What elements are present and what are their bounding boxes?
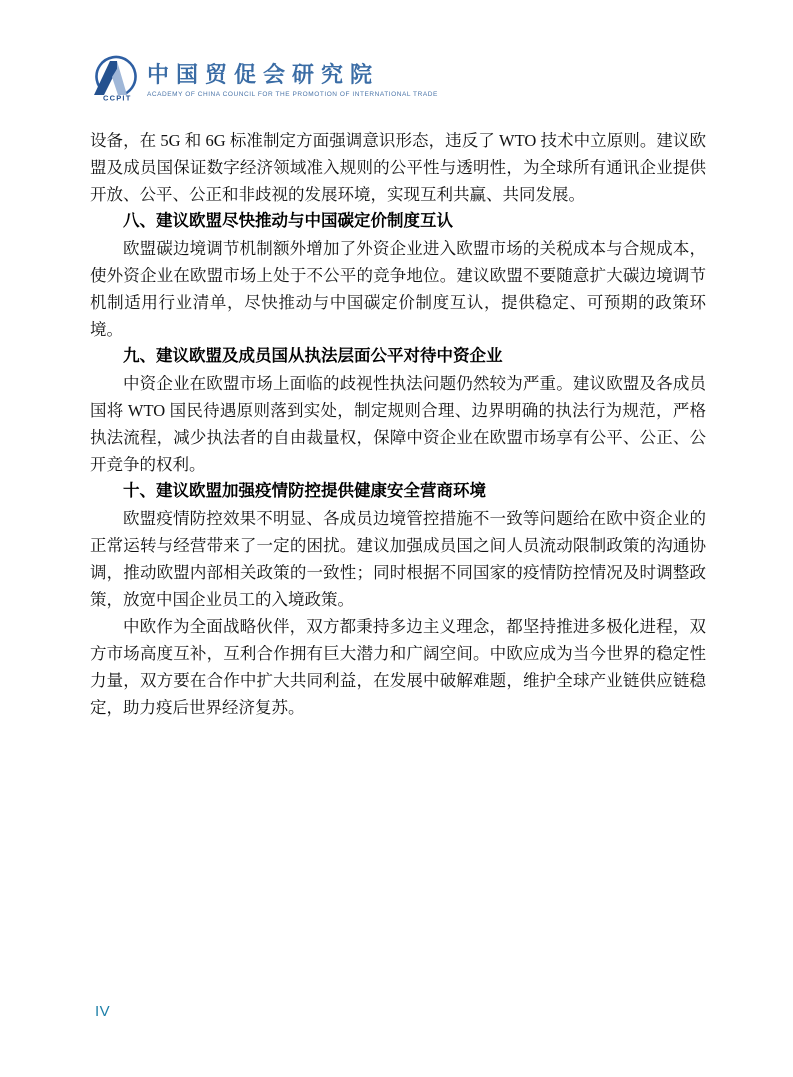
ccpit-logo-text: CCPIT [103, 93, 132, 103]
institute-subtitle: ACADEMY OF CHINA COUNCIL FOR THE PROMOTION OF INTERNATIONAL TRADE [147, 90, 438, 98]
paragraph-section-10: 欧盟疫情防控效果不明显、各成员边境管控措施不一致等问题给在欧中资企业的正常运转与经营带来了一定的困扰。建议加强成员国之间人员流动限制政策的沟通协调，推动欧盟内部相关政策的一致性；同时根据不同国家的疫情防控情况及时调整政策，放宽中国企业员工的入境政策。 [90, 509, 706, 609]
page-footer [95, 1003, 110, 1021]
section-heading-10: 十、建议欧盟加强疫情防控提供健康安全营商环境 [123, 482, 486, 500]
document-body [90, 127, 706, 721]
paragraph-conclusion: 中欧作为全面战略伙伴，双方都秉持多边主义理念，都坚持推进多极化进程，双方市场高度互补，互利合作拥有巨大潜力和广阔空间。中欧应成为当今世界的稳定性力量，双方要在合作中扩大共同利益，在发展中破解难题，维护全球产业链供应链稳定，助力疫后世界经济复苏。 [90, 617, 706, 717]
section-heading-8: 八、建议欧盟尽快推动与中国碳定价制度互认 [123, 212, 453, 230]
paragraph-section-9: 中资企业在欧盟市场上面临的歧视性执法问题仍然较为严重。建议欧盟及各成员国将 WTO 国民待遇原则落到实处，制定规则合理、边界明确的执法行为规范，严格执法流程，减少执法者的自由裁量权，保障中资企业在欧盟市场享有公平、公正、公开竞争的权利。 [90, 374, 706, 474]
section-heading-9: 九、建议欧盟及成员国从执法层面公平对待中资企业 [123, 347, 503, 365]
logo-text-block [147, 62, 438, 99]
paragraph-continuation: 设备，在 5G 和 6G 标准制定方面强调意识形态，违反了 WTO 技术中立原则。建议欧盟及成员国保证数字经济领域准入规则的公平性与透明性，为全球所有通讯企业提供开放、公平、公正和非歧视的发展环境，实现互利共赢、共同发展。 [90, 131, 706, 204]
institute-title: 中国贸促会研究院 [147, 61, 380, 87]
header-logo [90, 55, 438, 105]
paragraph-section-8: 欧盟碳边境调节机制额外增加了外资企业进入欧盟市场的关税成本与合规成本，使外资企业在欧盟市场上处于不公平的竞争地位。建议欧盟不要随意扩大碳边境调节机制适用行业清单，尽快推动与中国碳定价制度互认，提供稳定、可预期的政策环境。 [90, 239, 706, 339]
page-number: IV [95, 1003, 111, 1020]
ccpit-logo-icon [90, 55, 138, 105]
